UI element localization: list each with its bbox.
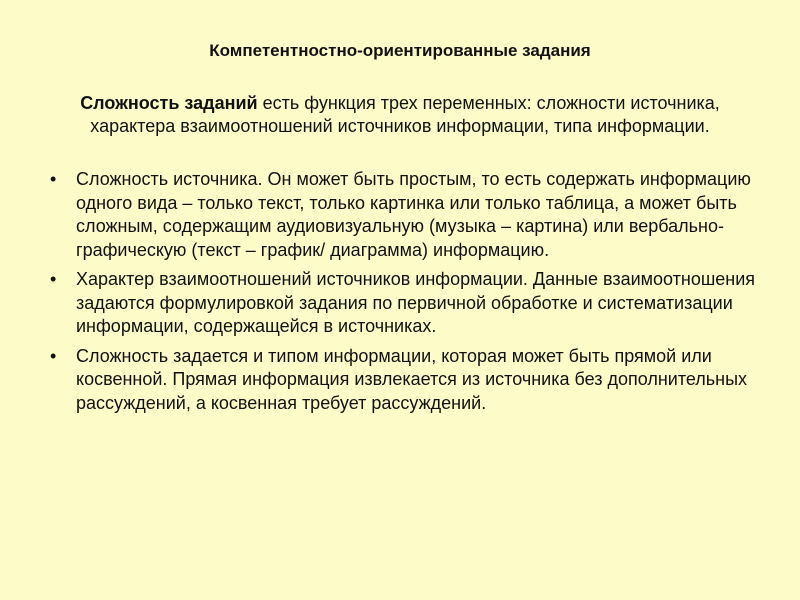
intro-bold-term: Сложность заданий [80,93,258,113]
bullet-text: Характер взаимоотношений источников информации. Данные взаимоотношения задаются формулировкой задания по первичной обработке и систематизации информации, содержащейся в источниках. [76,269,756,336]
bullet-dot-icon: • [50,269,57,289]
bullet-item [0,168,800,262]
bullet-item [0,268,800,339]
bullet-dot-icon: • [50,345,57,366]
intro-paragraph [40,92,760,138]
intro-text: есть функция трех переменных: сложности источника, характера взаимоотношений источников информации, типа информации. [90,93,720,136]
bullet-text: Сложность источника. Он может быть простым, то есть содержать информацию одного вида – только текст, только картинка или только таблица, а может быть сложным, содержащим аудиовизуальную (музыка – картина) или вербально-графическую (текст – график/ диаграмма) информацию. [76,169,751,260]
bullet-dot-icon: • [50,169,57,189]
bullet-item [0,345,800,416]
bullet-text: Сложность задается и типом информации, которая может быть прямой или косвенной. Прямая информация извлекается из источника без дополнительных рассуждений, а косвенная требует рассуждений. [76,345,748,413]
slide-title: Компетентностно-ориентированные задания [209,41,591,60]
bullet-list [0,168,800,421]
